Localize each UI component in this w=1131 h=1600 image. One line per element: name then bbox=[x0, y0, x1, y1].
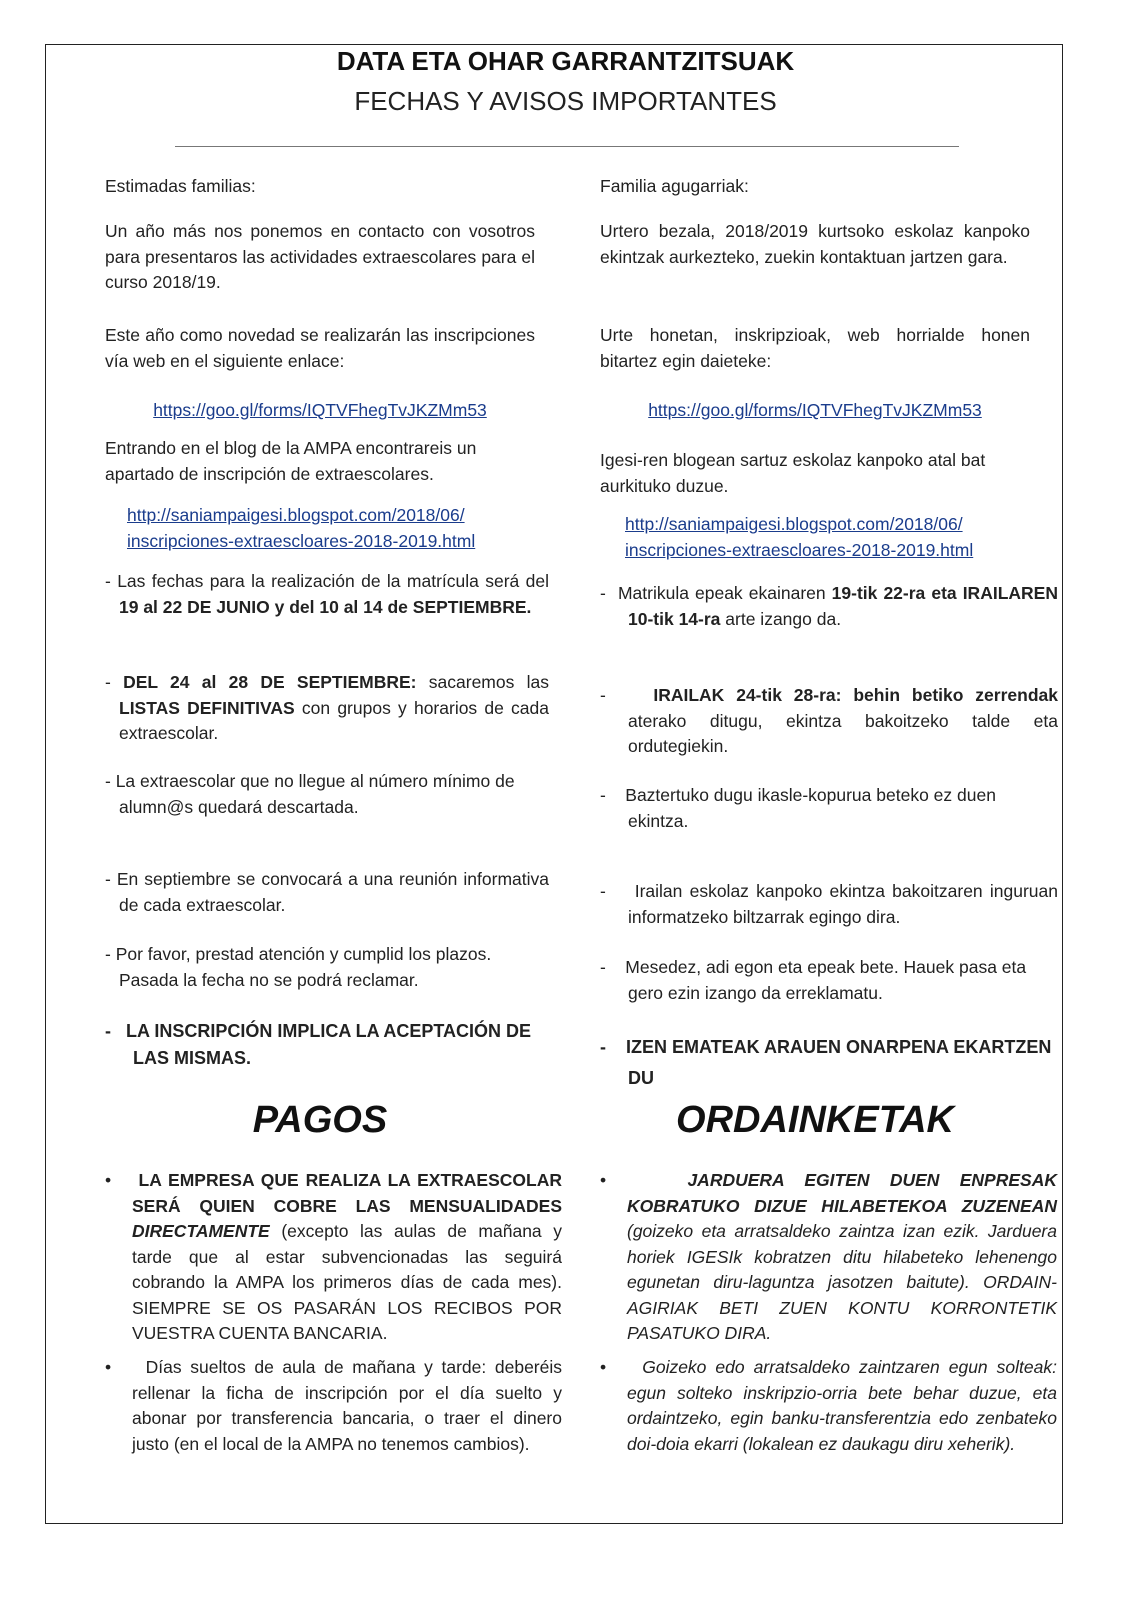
blog-link-line-2[interactable]: inscripciones-extraescloares-2018-2019.html bbox=[625, 539, 974, 560]
payment-single-days: • Goizeko edo arratsaldeko zaintzaren egun solteak: egun solteko inskripzio-orria bete behar duzue, eta ordaintzeko, egin banku-transferentzia edo zenbateko doi-doia ekarri (lokalean ez daukagu diru xeherik). bbox=[600, 1357, 1057, 1454]
blog-link-line-2[interactable]: inscripciones-extraescloares-2018-2019.html bbox=[127, 530, 476, 551]
notice-acceptance: - LA INSCRIPCIÓN IMPLICA LA ACEPTACIÓN DE LAS MISMAS. bbox=[105, 1021, 532, 1068]
blog-link-line-1[interactable]: http://saniampaigesi.blogspot.com/2018/06/ bbox=[127, 505, 465, 525]
form-link-row bbox=[105, 398, 535, 424]
notice-minimum: - La extraescolar que no llegue al número mínimo de alumn@s quedará descartada. bbox=[105, 771, 515, 817]
notice-dates: - Matrikula epeak ekainaren 19-tik 22-ra eta IRAILAREN 10-tik 14-ra arte izango da. bbox=[600, 583, 1058, 629]
notice-deadlines: - Por favor, prestad atención y cumplid los plazos. Pasada la fecha no se podrá reclamar. bbox=[105, 944, 492, 990]
blog-link bbox=[127, 503, 475, 554]
notice-final-lists: - IRAILAK 24-tik 28-ra: behin betiko zerrendak aterako ditugu, ekintza bakoitzeko talde eta ordutegiekin. bbox=[600, 685, 1058, 756]
notice-minimum: - Baztertuko dugu ikasle-kopurua beteko ez duen ekintza. bbox=[600, 785, 996, 831]
title-spanish: FECHAS Y AVISOS IMPORTANTES bbox=[354, 86, 777, 116]
intro-paragraph: Urtero bezala, 2018/2019 kurtsoko eskolaz kanpoko ekintzak aurkezteko, zuekin kontaktuan jartzen gara. bbox=[600, 221, 1030, 267]
blog-paragraph: Entrando en el blog de la AMPA encontrareis un apartado de inscripción de extraescolares. bbox=[105, 438, 477, 484]
payments-heading: PAGOS bbox=[252, 1099, 388, 1141]
blog-link bbox=[625, 512, 973, 563]
notice-dates: - Las fechas para la realización de la matrícula será del 19 al 22 DE JUNIO y del 10 al 14 de SEPTIEMBRE. bbox=[105, 571, 549, 617]
notice-deadlines: - Mesedez, adi egon eta epeak bete. Hauek pasa eta gero ezin izango da erreklamatu. bbox=[600, 957, 1027, 1003]
notice-final-lists: - DEL 24 al 28 DE SEPTIEMBRE: sacaremos las LISTAS DEFINITIVAS con grupos y horarios de cada extraescolar. bbox=[105, 672, 549, 743]
blog-paragraph: Igesi-ren blogean sartuz eskolaz kanpoko atal bat aurkituko duzue. bbox=[600, 450, 986, 496]
payment-company: • LA EMPRESA QUE REALIZA LA EXTRAESCOLAR SERÁ QUIEN COBRE LAS MENSUALIDADES DIRECTAMENTE (excepto las aulas de mañana y tarde que al estar subvencionadas las seguirá cobrando la AMPA los primeros días de cada mes). SIEMPRE SE OS PASARÁN LOS RECIBOS POR VUESTRA CUENTA BANCARIA. bbox=[105, 1170, 562, 1343]
novelty-paragraph: Este año como novedad se realizarán las inscripciones vía web en el siguiente enlace: bbox=[105, 325, 535, 371]
form-link-row bbox=[600, 398, 1030, 424]
divider bbox=[175, 146, 959, 147]
payment-company: • JARDUERA EGITEN DUEN ENPRESAK KOBRATUKO DIZUE HILABETEKOA ZUZENEAN (goizeko eta arratsaldeko zaintza izan ezik. Jarduera horiek IGESIk kobratzen ditu hilabeteko lehenengo egunetan diru-laguntza jasotzen baitute). ORDAIN-AGIRIAK BETI ZUEN KONTU KORRONTETIK PASATUKO DIRA. bbox=[600, 1170, 1057, 1343]
greeting: Familia agugarriak: bbox=[600, 176, 749, 196]
form-link[interactable]: https://goo.gl/forms/IQTVFhegTvJKZMm53 bbox=[648, 400, 982, 420]
novelty-paragraph: Urte honetan, inskripzioak, web horrialde honen bitartez egin daieteke: bbox=[600, 325, 1030, 371]
blog-link-line-1[interactable]: http://saniampaigesi.blogspot.com/2018/06/ bbox=[625, 514, 963, 534]
intro-paragraph: Un año más nos ponemos en contacto con vosotros para presentaros las actividades extraescolares para el curso 2018/19. bbox=[105, 221, 535, 292]
form-link[interactable]: https://goo.gl/forms/IQTVFhegTvJKZMm53 bbox=[153, 400, 487, 420]
notice-acceptance: - IZEN EMATEAK ARAUEN ONARPENA EKARTZEN DU bbox=[600, 1037, 1052, 1088]
payment-single-days: • Días sueltos de aula de mañana y tarde: deberéis rellenar la ficha de inscripción por el día suelto y abonar por transferencia bancaria, o traer el dinero justo (en el local de la AMPA no tenemos cambios). bbox=[105, 1357, 562, 1454]
title-basque: DATA ETA OHAR GARRANTZITSUAK bbox=[336, 46, 795, 76]
notice-meeting: - Irailan eskolaz kanpoko ekintza bakoitzaren inguruan informatzeko biltzarrak egingo dira. bbox=[600, 881, 1058, 927]
payments-heading: ORDAINKETAK bbox=[676, 1099, 954, 1141]
greeting: Estimadas familias: bbox=[105, 176, 256, 196]
notice-meeting: - En septiembre se convocará a una reunión informativa de cada extraescolar. bbox=[105, 869, 549, 915]
